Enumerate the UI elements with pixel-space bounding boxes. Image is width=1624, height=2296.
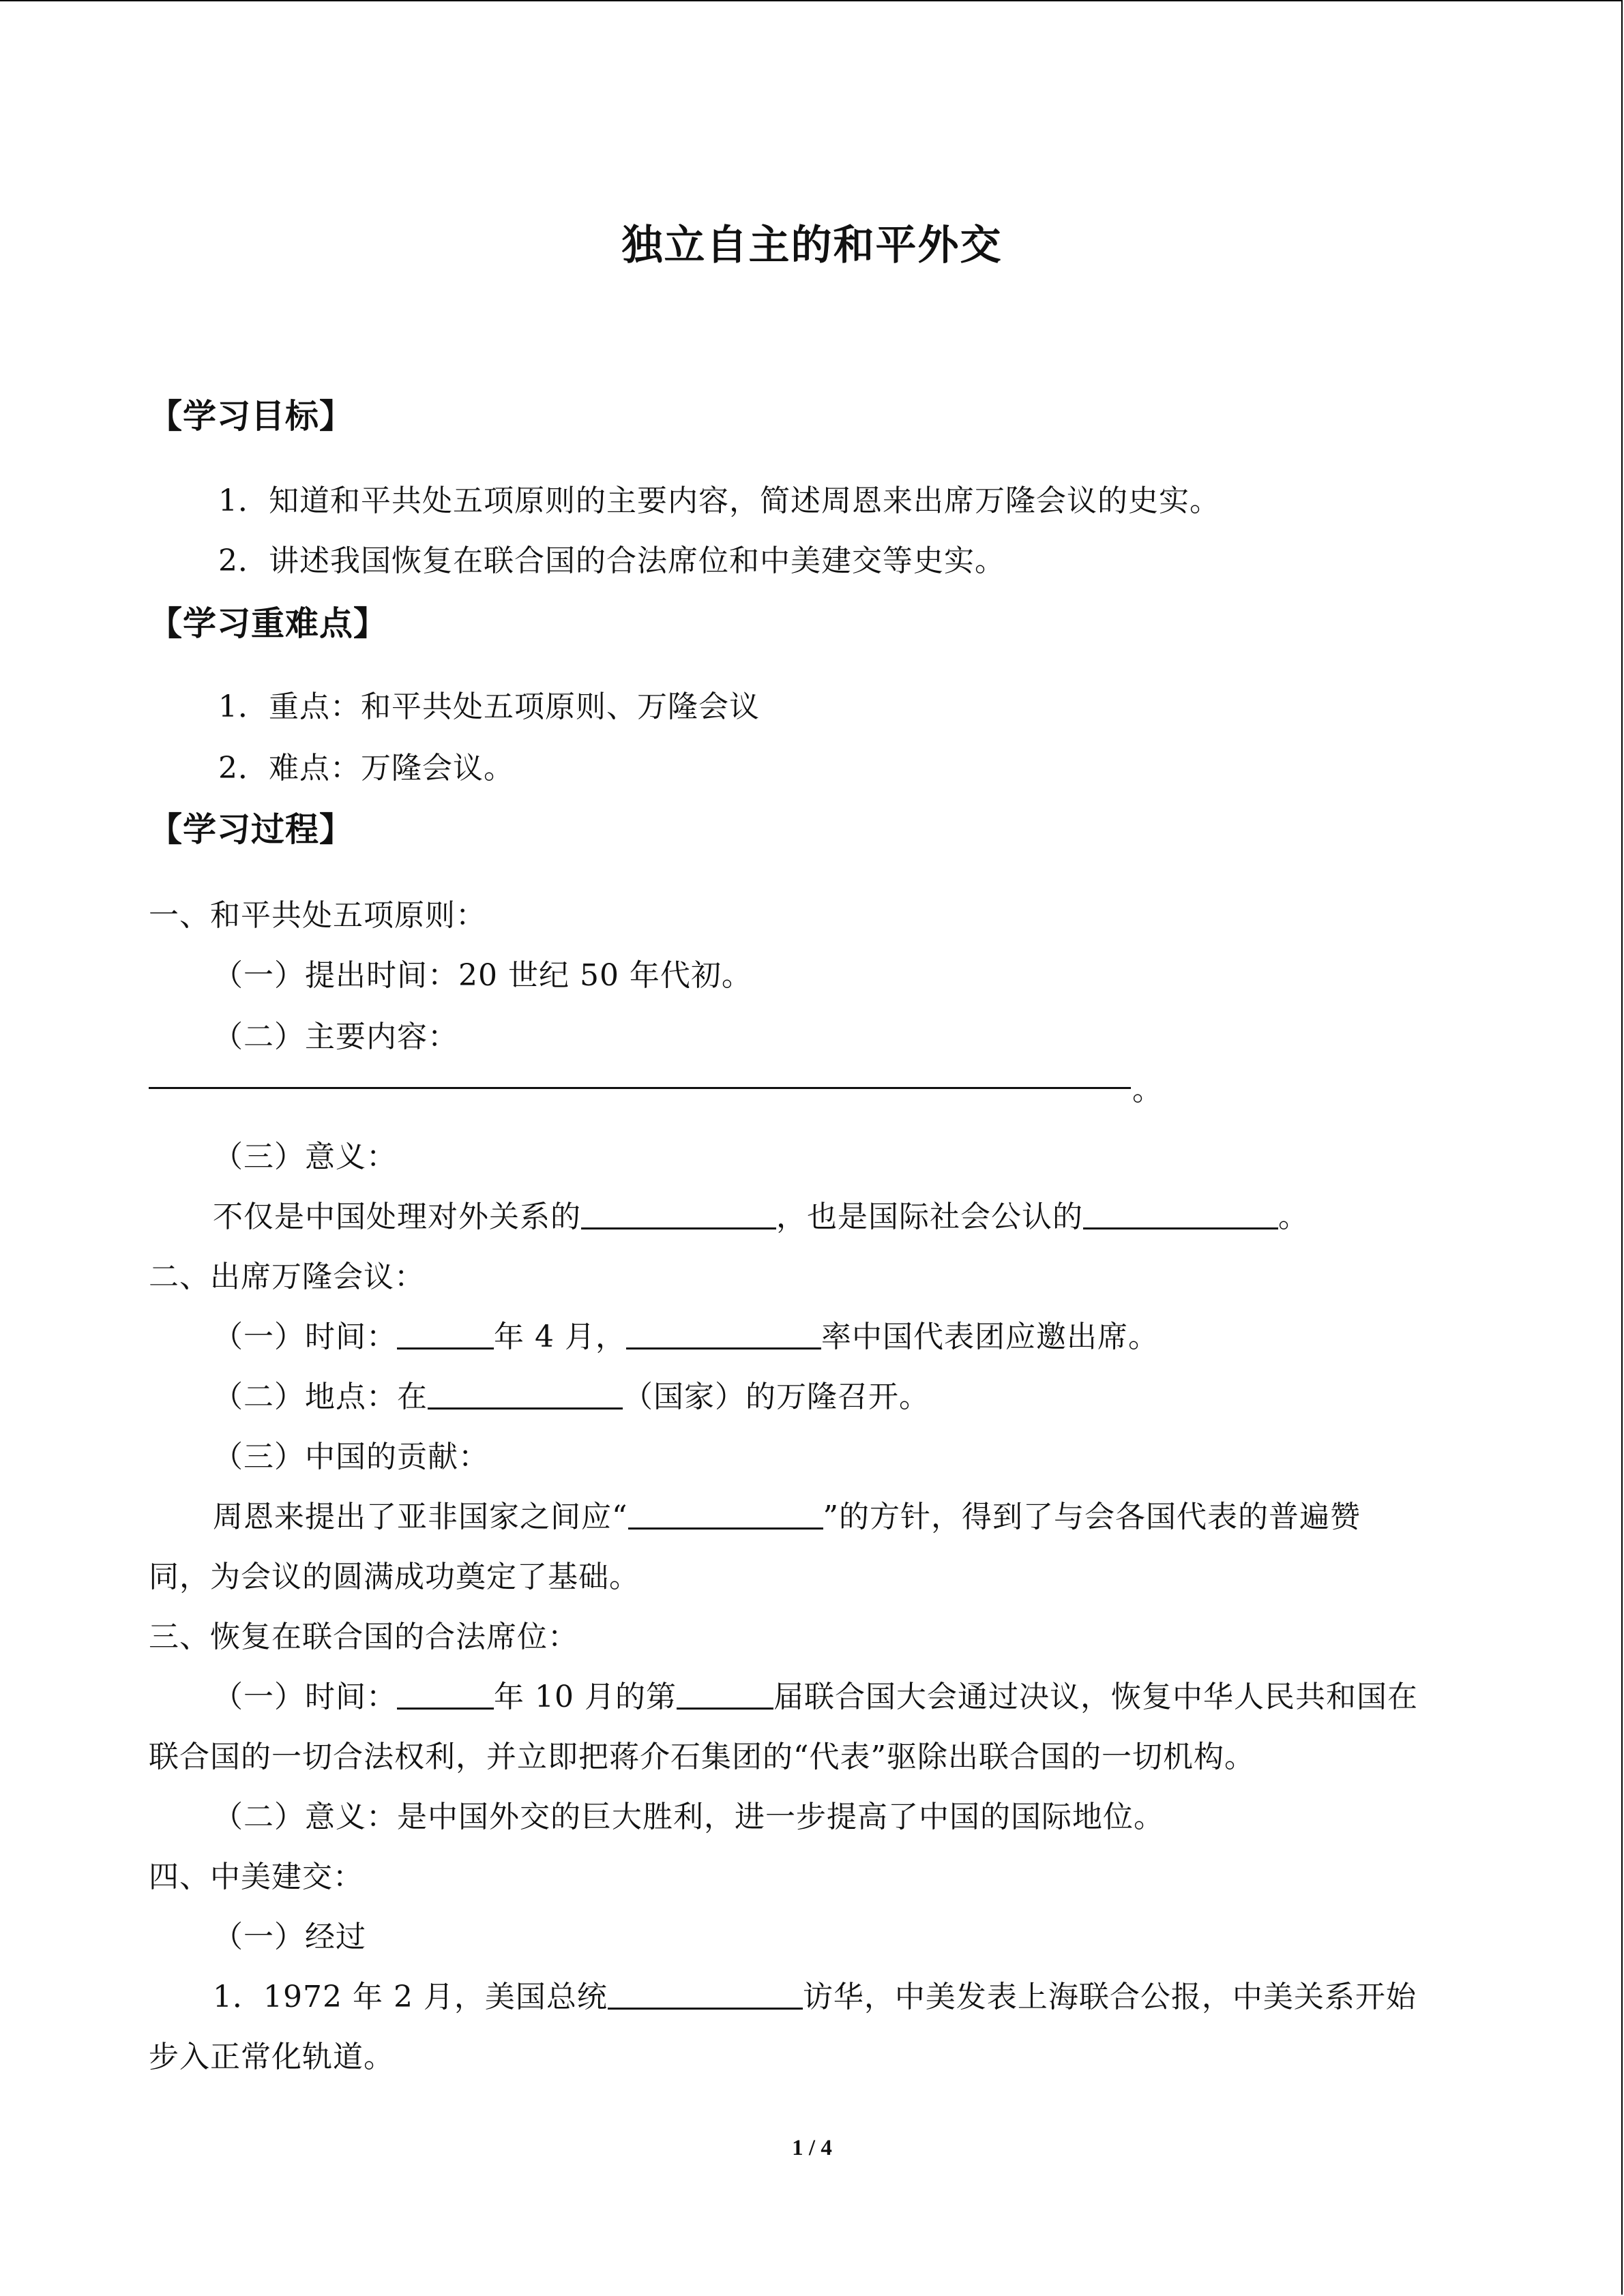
part2-time-line <box>213 1312 1159 1356</box>
heading-goals: 【学习目标】 <box>149 397 354 436</box>
text-segment: 届联合国大会通过决议，恢复中华人民共和国在 <box>773 1680 1418 1714</box>
text-segment: （一）时间： <box>213 1680 397 1714</box>
part1-content-end: 。 <box>1132 1073 1162 1107</box>
part4-item1-cont: 步入正常化轨道。 <box>149 2040 394 2074</box>
key-point-2: 2．难点：万隆会议。 <box>218 751 514 786</box>
blank-field[interactable] <box>397 1320 494 1350</box>
text-segment: 年 10 月的第 <box>494 1680 677 1714</box>
blank-field[interactable] <box>428 1380 623 1410</box>
part4-item1-line <box>213 1972 1417 2016</box>
part4-title: 四、中美建交： <box>149 1860 364 1894</box>
part2-contrib-line <box>213 1492 1361 1536</box>
part1-content-blank[interactable] <box>149 1087 1131 1089</box>
part3-title: 三、恢复在联合国的合法席位： <box>149 1620 578 1654</box>
blank-field[interactable] <box>1083 1200 1278 1229</box>
text-segment: ，也是国际社会公认的 <box>776 1199 1083 1234</box>
blank-field[interactable] <box>397 1680 494 1710</box>
page-number: 1 / 4 <box>792 2136 832 2160</box>
part1-meaning-label: （三）意义： <box>213 1139 397 1174</box>
goal-item-2: 2．讲述我国恢复在联合国的合法席位和中美建交等史实。 <box>218 543 1005 578</box>
page-title: 独立自主的和平外交 <box>621 222 1003 269</box>
part2-contrib-label: （三）中国的贡献： <box>213 1440 489 1474</box>
text-segment: （一）时间： <box>213 1320 397 1354</box>
text-segment: 。 <box>1278 1199 1309 1234</box>
part2-place-line <box>213 1372 930 1416</box>
part3-meaning: （二）意义：是中国外交的巨大胜利，进一步提高了中国的国际地位。 <box>213 1800 1164 1834</box>
part2-title: 二、出席万隆会议： <box>149 1259 425 1294</box>
part3-time-cont: 联合国的一切合法权利，并立即把蒋介石集团的“代表”驱除出联合国的一切机构。 <box>149 1740 1255 1774</box>
text-segment: （国家）的万隆召开。 <box>623 1380 930 1414</box>
text-segment: 1．1972 年 2 月，美国总统 <box>213 1980 608 2014</box>
heading-process: 【学习过程】 <box>149 810 354 849</box>
text-segment: 不仅是中国处理对外关系的 <box>213 1199 581 1234</box>
blank-field[interactable] <box>628 1500 823 1530</box>
blank-field[interactable] <box>608 1980 803 2010</box>
part3-time-line <box>213 1672 1418 1716</box>
blank-field[interactable] <box>677 1680 773 1710</box>
goal-item-1: 1．知道和平共处五项原则的主要内容，简述周恩来出席万隆会议的史实。 <box>218 483 1220 518</box>
part1-title: 一、和平共处五项原则： <box>149 898 486 933</box>
blank-field[interactable] <box>626 1320 821 1350</box>
text-segment: 周恩来提出了亚非国家之间应“ <box>213 1500 628 1534</box>
text-segment: 率中国代表团应邀出席。 <box>821 1320 1159 1354</box>
text-segment: （二）地点：在 <box>213 1380 428 1414</box>
text-segment: 年 4 月， <box>494 1320 626 1354</box>
part2-contrib-cont: 同，为会议的圆满成功奠定了基础。 <box>149 1560 640 1594</box>
key-point-1: 1．重点：和平共处五项原则、万隆会议 <box>218 689 760 724</box>
text-segment: 访华，中美发表上海联合公报，中美关系开始 <box>802 1980 1417 2014</box>
part4-process-label: （一）经过 <box>213 1920 366 1954</box>
blank-field[interactable] <box>581 1200 776 1229</box>
part1-content-label: （二）主要内容： <box>213 1019 458 1054</box>
text-segment: ”的方针，得到了与会各国代表的普遍赞 <box>823 1500 1361 1534</box>
heading-key-points: 【学习重难点】 <box>149 604 388 643</box>
part1-time: （一）提出时间：20 世纪 50 年代初。 <box>213 958 752 993</box>
part1-meaning-line <box>213 1192 1309 1236</box>
